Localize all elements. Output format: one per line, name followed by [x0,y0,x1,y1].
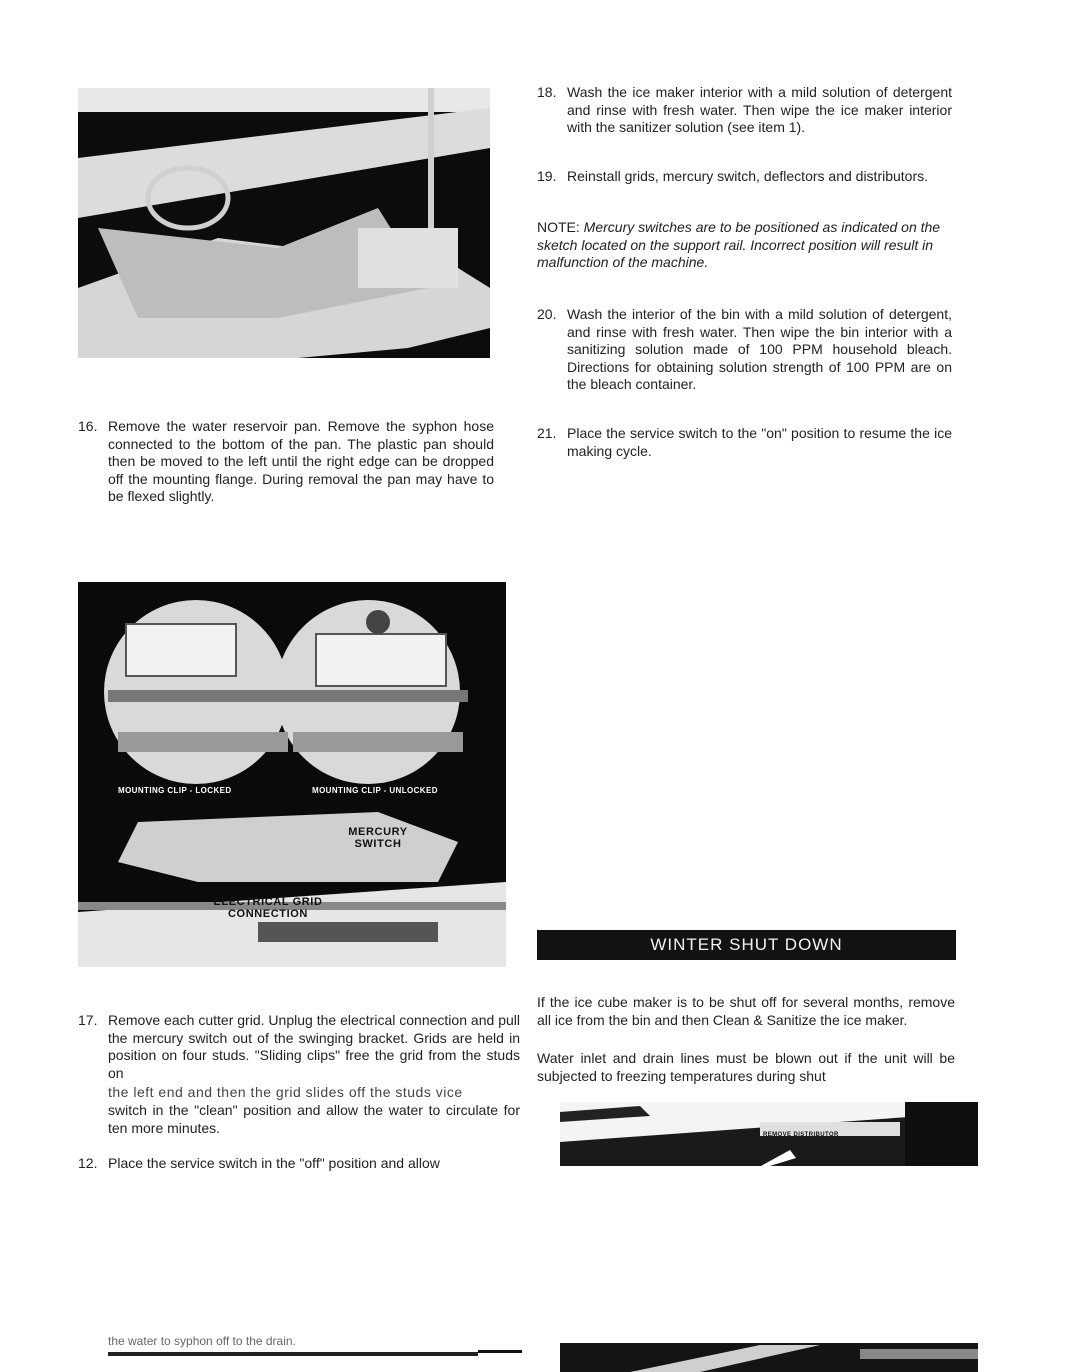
winter-paragraph-1: If the ice cube maker is to be shut off for several months, remove all ice from the bin and then Clean & Sanitize the ice maker. [537,994,955,1028]
item-number: 21. [537,425,557,441]
bottom-rule-left [108,1352,478,1356]
instruction-17 [78,1012,520,1082]
item-text: Remove the water reservoir pan. Remove the syphon hose connected to the bottom of the pan. The plastic pan should then be moved to the left until the right edge can be dropped off the mounting flange. During removal the pan may have to be flexed slightly. [108,418,494,504]
bottom-photo-fragment [560,1343,978,1372]
item-text: Wash the interior of the bin with a mild solution of detergent, and rinse with fresh water. Then wipe the bin interior with a sanitizing solution made of 100 PPM household bleach. Directions for obtaining solution strength of 100 PPM are on the bleach container. [567,306,952,392]
item-text: Reinstall grids, mercury switch, deflectors and distributors. [567,168,929,184]
winter-paragraph-2: Water inlet and drain lines must be blown out if the unit will be subjected to freezing temperatures during shut [537,1050,955,1084]
caption-remove-distributor: REMOVE DISTRIBUTOR [763,1132,839,1138]
label-grid-line2: CONNECTION [228,908,308,920]
item-text: Place the service switch in the "off" position and allow [108,1155,440,1171]
mounting-clip-photo [78,582,506,984]
instruction-12 [78,1155,520,1173]
item-number: 18. [537,84,557,100]
instruction-17-continuation: switch in the "clean" position and allow the water to circulate for ten more minutes. [108,1102,520,1136]
instruction-18 [537,84,952,137]
item-number: 12. [78,1155,98,1171]
garbled-line: the left end and then the grid slides off the studs vice [108,1084,463,1100]
label-mercury-line1: MERCURY [348,826,408,838]
item-number: 17. [78,1012,98,1028]
instruction-20 [537,306,952,394]
item-text: Wash the ice maker interior with a mild solution of detergent and rinse with fresh water. Then wipe the ice maker interior with the sanitizer solution (see item 1). [567,84,952,135]
ice-maker-photo-1 [78,88,490,388]
caption-clip-unlocked: MOUNTING CLIP - UNLOCKED [312,786,438,795]
label-mercury-line2: SWITCH [354,838,402,850]
section-heading-winter-shut-down: WINTER SHUT DOWN [537,930,956,960]
bottom-rule-left-stub [478,1350,522,1353]
note-text: Mercury switches are to be positioned as indicated on the sketch located on the support rail. Incorrect position will result in malfunction of the machine. [537,219,941,270]
remove-distributor-photo [560,1102,978,1178]
note-label: NOTE: [537,219,580,235]
item-number: 19. [537,168,557,184]
item-number: 20. [537,306,557,322]
instruction-12-continuation: the water to syphon off to the drain. [108,1334,296,1348]
label-mercury-switch [333,826,423,850]
label-grid-line1: ELECTRICAL GRID [213,896,323,908]
item-text: Place the service switch to the "on" position to resume the ice making cycle. [567,425,952,459]
instruction-21 [537,425,952,460]
instruction-16 [78,418,494,506]
note-block [537,219,952,272]
label-electrical-grid [198,896,338,920]
instruction-19 [537,168,952,186]
caption-clip-locked: MOUNTING CLIP - LOCKED [118,786,232,795]
item-text: Remove each cutter grid. Unplug the electrical connection and pull the mercury switch out of the swinging bracket. Grids are held in position on four studs. "Sliding clips" free the grid from the studs on [108,1012,520,1081]
item-number: 16. [78,418,98,434]
